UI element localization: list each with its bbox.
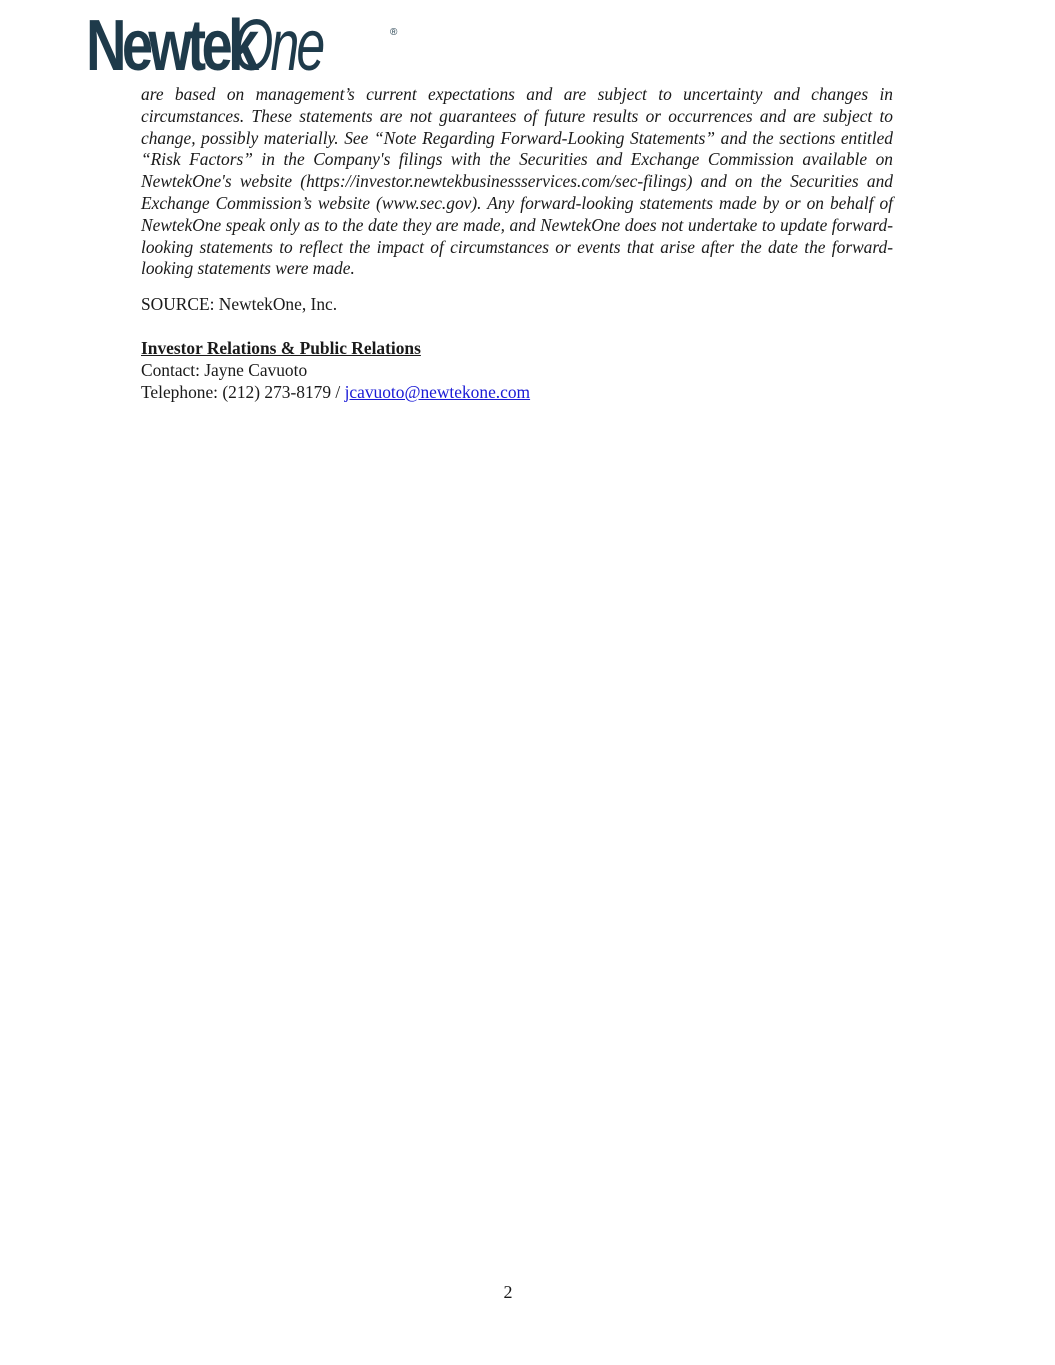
forward-looking-disclaimer: are based on management’s current expectations and are subject to uncertainty and changes in circumstances. These statements are not guarantees of future results or occurrences and are subject to change, possibly materially. See “Note Regarding Forward-Looking Statements” and the sections entitled “Risk Factors” in the Company's filings with the Securities and Exchange Commission available on NewtekOne's website (https://investor.newtekbusinessservices.com/sec-filings) and on the Securities and Exchange Commission’s website (www.sec.gov). Any forward-looking statements made by or on behalf of NewtekOne speak only as to the date they are made, and NewtekOne does not undertake to update forward-looking statements to reflect the impact of circumstances or events that arise after the date the forward-looking statements were made. bbox=[141, 84, 893, 279]
telephone-line bbox=[141, 382, 893, 404]
email-link[interactable]: jcavuoto@newtekone.com bbox=[344, 381, 531, 402]
investor-relations-heading: Investor Relations & Public Relations bbox=[141, 337, 421, 358]
telephone-text: Telephone: (212) 273-8179 / bbox=[141, 381, 345, 402]
contact-line: Contact: Jayne Cavuoto bbox=[141, 359, 308, 380]
source-line: SOURCE: NewtekOne, Inc. bbox=[141, 294, 338, 315]
logo-newtek-text: Newtek bbox=[86, 6, 255, 86]
logo-registered-mark: ® bbox=[390, 27, 398, 38]
page-number: 2 bbox=[503, 1282, 513, 1302]
logo-one-text: One bbox=[233, 6, 323, 86]
page-content bbox=[141, 84, 893, 403]
newtekone-logo bbox=[86, 6, 398, 86]
